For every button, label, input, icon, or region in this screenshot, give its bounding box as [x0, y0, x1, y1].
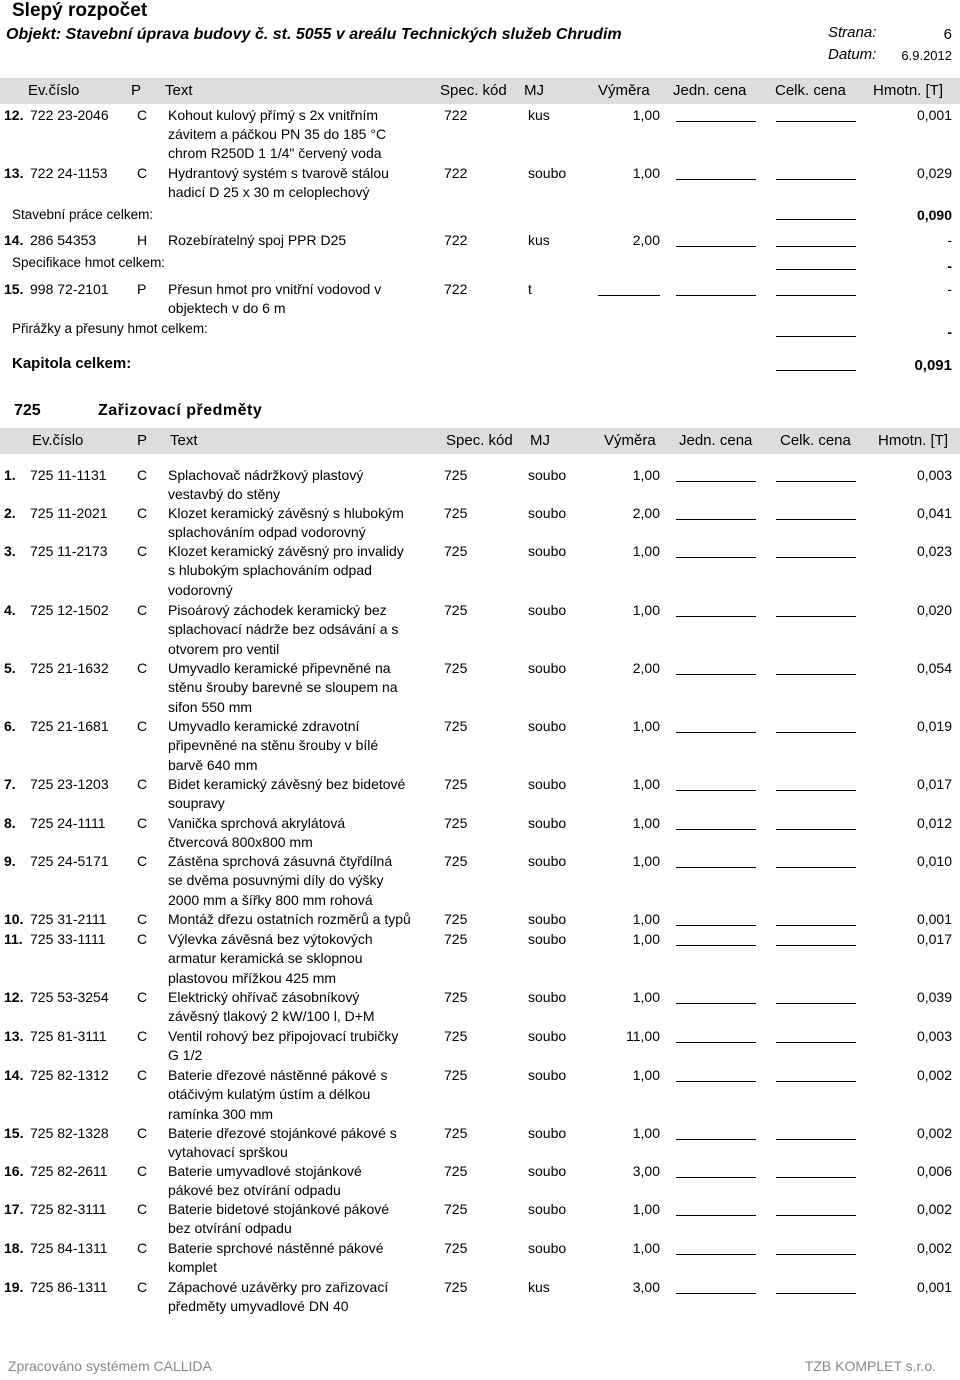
item-spec: 725	[444, 467, 468, 483]
item-type: C	[137, 543, 148, 559]
item-type: C	[137, 107, 148, 123]
item-spec: 725	[444, 911, 468, 927]
item-type: C	[137, 718, 148, 734]
total-price-blank-line	[776, 1293, 856, 1294]
item-quantity: 1,00	[632, 776, 660, 792]
item-weight: 0,017	[916, 776, 952, 792]
item-unit: soubo	[528, 1201, 567, 1217]
item-spec: 725	[444, 1163, 468, 1179]
item-code: 725 11-2173	[30, 543, 108, 559]
header-vymera: Výměra	[604, 432, 656, 449]
item-quantity: 1,00	[632, 543, 660, 559]
item-number: 1.	[4, 467, 16, 483]
item-spec: 725	[444, 815, 468, 831]
subtotal-line	[776, 219, 856, 220]
item-unit: soubo	[528, 853, 567, 869]
subtotal-spec-value: -	[947, 258, 952, 274]
unit-price-blank-line	[676, 179, 756, 180]
item-code: 725 21-1632	[30, 660, 109, 676]
item-text: Klozet keramický závěsný s hlubokým splachováním odpad vodorovný	[168, 505, 404, 541]
total-price-blank-line	[776, 925, 856, 926]
unit-price-blank-line	[676, 1254, 756, 1255]
total-price-blank-line	[776, 945, 856, 946]
item-number: 12.	[4, 989, 24, 1005]
item-number: 10.	[4, 911, 24, 927]
subtotal-spec-label: Specifikace hmot celkem:	[12, 255, 166, 270]
item-weight: 0,039	[916, 989, 952, 1005]
item-type: C	[137, 911, 148, 927]
total-price-blank-line	[776, 1042, 856, 1043]
item-spec: 722	[444, 232, 468, 248]
item-code: 998 72-2101	[30, 281, 109, 297]
item-type: C	[137, 815, 148, 831]
item-spec: 725	[444, 1201, 468, 1217]
item-code: 725 84-1311	[30, 1240, 108, 1256]
quantity-blank-line	[598, 295, 660, 296]
header-vymera: Výměra	[598, 82, 650, 99]
unit-price-blank-line	[676, 616, 756, 617]
item-quantity: 1,00	[632, 718, 660, 734]
subtotal-stavebni-value: 0,090	[916, 207, 952, 223]
item-text: Umyvadlo keramické připevněné na stěnu šrouby barevné se sloupem na sifon 550 mm	[168, 660, 398, 715]
unit-price-blank-line	[676, 557, 756, 558]
total-price-blank-line	[776, 246, 856, 247]
item-spec: 722	[444, 281, 468, 297]
unit-price-blank-line	[676, 1177, 756, 1178]
header-hmotn: Hmotn. [T]	[873, 82, 944, 99]
item-unit: soubo	[528, 911, 567, 927]
item-code: 725 31-2111	[30, 911, 107, 927]
item-type: C	[137, 1240, 148, 1256]
item-weight: 0,023	[916, 543, 952, 559]
total-price-blank-line	[776, 674, 856, 675]
item-text: Splachovač nádržkový plastový vestavbý do stěny	[168, 467, 364, 503]
item-number: 13.	[4, 165, 24, 181]
item-number: 2.	[4, 505, 16, 521]
datum-value: 6.9.2012	[901, 48, 952, 63]
item-text: Klozet keramický závěsný pro invalidy s hlubokým splachováním odpad vodorovný	[168, 543, 404, 598]
total-price-blank-line	[776, 829, 856, 830]
total-price-blank-line	[776, 121, 856, 122]
item-quantity: 1,00	[632, 1240, 660, 1256]
total-price-blank-line	[776, 1139, 856, 1140]
item-code: 725 11-2021	[30, 505, 108, 521]
item-quantity: 1,00	[632, 1125, 660, 1141]
item-type: C	[137, 931, 148, 947]
strana-label: Strana:	[828, 24, 877, 41]
item-weight: 0,003	[916, 1028, 952, 1044]
table-header	[0, 78, 960, 104]
total-price-blank-line	[776, 295, 856, 296]
item-spec: 725	[444, 505, 468, 521]
item-text: Baterie sprchové nástěnné pákové komplet	[168, 1240, 384, 1276]
total-price-blank-line	[776, 1215, 856, 1216]
item-quantity: 2,00	[632, 232, 660, 248]
item-number: 13.	[4, 1028, 24, 1044]
subtotal-prirazky-label: Přirážky a přesuny hmot celkem:	[12, 321, 208, 336]
header-text: Text	[165, 82, 193, 99]
item-unit: soubo	[528, 1067, 567, 1083]
item-spec: 722	[444, 165, 468, 181]
header-mj: MJ	[524, 82, 544, 99]
item-number: 14.	[4, 1067, 24, 1083]
total-price-blank-line	[776, 557, 856, 558]
page-title: Slepý rozpočet	[12, 0, 148, 21]
unit-price-blank-line	[676, 481, 756, 482]
item-text: Pisoárový záchodek keramický bez splachovací nádrže bez odsávání a s otvorem pro ventil	[168, 602, 399, 657]
item-unit: soubo	[528, 989, 567, 1005]
item-spec: 725	[444, 1067, 468, 1083]
item-type: C	[137, 1201, 148, 1217]
unit-price-blank-line	[676, 790, 756, 791]
item-spec: 725	[444, 1279, 468, 1295]
item-code: 725 11-1131	[30, 467, 107, 483]
item-type: C	[137, 1028, 148, 1044]
item-weight: 0,001	[916, 911, 952, 927]
strana-value: 6	[943, 26, 952, 43]
subtotal-prirazky-value: -	[947, 324, 952, 340]
item-spec: 725	[444, 1125, 468, 1141]
item-quantity: 1,00	[632, 815, 660, 831]
header-celk: Celk. cena	[775, 82, 846, 99]
item-code: 725 21-1681	[30, 718, 109, 734]
unit-price-blank-line	[676, 246, 756, 247]
item-text: Baterie dřezové stojánkové pákové s vytahovací sprškou	[168, 1125, 397, 1161]
item-code: 725 12-1502	[30, 602, 109, 618]
item-quantity: 3,00	[632, 1163, 660, 1179]
item-number: 5.	[4, 660, 16, 676]
item-type: C	[137, 660, 148, 676]
item-type: C	[137, 467, 148, 483]
header-spec: Spec. kód	[440, 82, 507, 99]
item-weight: 0,002	[916, 1125, 952, 1141]
item-number: 4.	[4, 602, 16, 618]
unit-price-blank-line	[676, 519, 756, 520]
item-type: C	[137, 853, 148, 869]
header-jedn: Jedn. cena	[679, 432, 753, 449]
item-unit: kus	[528, 1279, 550, 1295]
item-unit: soubo	[528, 543, 567, 559]
item-number: 16.	[4, 1163, 24, 1179]
datum-label: Datum:	[828, 46, 877, 63]
item-type: C	[137, 505, 148, 521]
item-unit: soubo	[528, 660, 567, 676]
item-weight: 0,002	[916, 1201, 952, 1217]
item-text: Přesun hmot pro vnitřní vodovod v objektech v do 6 m	[168, 281, 382, 316]
unit-price-blank-line	[676, 1215, 756, 1216]
table-header-2	[0, 428, 960, 454]
item-quantity: 1,00	[632, 989, 660, 1005]
item-text: Baterie umyvadlové stojánkové pákové bez otvírání odpadu	[168, 1163, 362, 1199]
item-weight: 0,017	[916, 931, 952, 947]
header-celk: Celk. cena	[780, 432, 851, 449]
item-type: C	[137, 1067, 148, 1083]
header-spec: Spec. kód	[446, 432, 513, 449]
header-mj: MJ	[530, 432, 550, 449]
item-weight: 0,002	[916, 1240, 952, 1256]
item-quantity: 1,00	[632, 107, 660, 123]
item-weight: 0,054	[916, 660, 952, 676]
item-spec: 725	[444, 660, 468, 676]
item-spec: 725	[444, 853, 468, 869]
item-number: 15.	[4, 1125, 24, 1141]
subtotal-stavebni-label: Stavební práce celkem:	[12, 207, 154, 222]
item-code: 725 82-1328	[30, 1125, 109, 1141]
item-code: 725 23-1203	[30, 776, 109, 792]
item-quantity: 1,00	[632, 467, 660, 483]
item-unit: soubo	[528, 467, 567, 483]
item-quantity: 3,00	[632, 1279, 660, 1295]
item-quantity: 1,00	[632, 1201, 660, 1217]
unit-price-blank-line	[676, 121, 756, 122]
item-text: Hydrantový systém s tvarově stálou hadicí D 25 x 30 m celoplechový	[168, 165, 389, 200]
item-quantity: 1,00	[632, 165, 660, 181]
item-spec: 725	[444, 989, 468, 1005]
item-text: Baterie bidetové stojánkové pákové bez otvírání odpadu	[168, 1201, 390, 1237]
total-price-blank-line	[776, 481, 856, 482]
item-number: 8.	[4, 815, 16, 831]
subtotal-line	[776, 269, 856, 270]
item-number: 17.	[4, 1201, 24, 1217]
item-number: 3.	[4, 543, 16, 559]
item-text: Montáž dřezu ostatních rozměrů a typů	[168, 911, 411, 927]
item-code: 725 33-1111	[30, 931, 106, 947]
item-weight: 0,029	[916, 165, 952, 181]
item-spec: 725	[444, 931, 468, 947]
item-text: Zápachové uzávěrky pro zařizovací předměty umyvadlové DN 40	[168, 1279, 389, 1315]
item-weight: 0,003	[916, 467, 952, 483]
item-text: Baterie dřezové nástěnné pákové s otáčivým kulatým ústím a délkou ramínka 300 mm	[168, 1067, 388, 1122]
item-quantity: 2,00	[632, 660, 660, 676]
item-quantity: 1,00	[632, 602, 660, 618]
item-code: 286 54353	[30, 232, 97, 248]
footer-left: Zpracováno systémem CALLIDA	[8, 1358, 212, 1374]
unit-price-blank-line	[676, 732, 756, 733]
header-p: P	[131, 82, 142, 99]
unit-price-blank-line	[676, 925, 756, 926]
item-weight: 0,020	[916, 602, 952, 618]
unit-price-blank-line	[676, 1081, 756, 1082]
item-number: 7.	[4, 776, 16, 792]
item-unit: kus	[528, 232, 550, 248]
kapitola-line	[776, 370, 856, 371]
item-weight: -	[947, 232, 952, 248]
header-hmotn: Hmotn. [T]	[878, 432, 949, 449]
total-price-blank-line	[776, 732, 856, 733]
item-unit: soubo	[528, 931, 567, 947]
total-price-blank-line	[776, 1177, 856, 1178]
item-weight: -	[947, 281, 952, 297]
unit-price-blank-line	[676, 295, 756, 296]
item-weight: 0,019	[916, 718, 952, 734]
item-spec: 722	[444, 107, 468, 123]
item-code: 722 24-1153	[30, 165, 108, 181]
item-text: Kohout kulový přímý s 2x vnitřním závitem a páčkou PN 35 do 185 °C chrom R250D 1 1/4" červený voda	[168, 107, 387, 161]
item-type: C	[137, 776, 148, 792]
item-number: 12.	[4, 107, 24, 123]
item-unit: soubo	[528, 165, 567, 181]
footer-right: TZB KOMPLET s.r.o.	[804, 1358, 936, 1374]
item-text: Ventil rohový bez připojovací trubičky G 1/2	[168, 1028, 399, 1064]
item-quantity: 1,00	[632, 1067, 660, 1083]
total-price-blank-line	[776, 1003, 856, 1004]
item-code: 725 81-3111	[30, 1028, 107, 1044]
item-type: H	[137, 232, 148, 248]
item-text: Výlevka závěsná bez výtokových armatur keramická se sklopnou plastovou mřížkou 425 mm	[168, 931, 373, 986]
item-unit: soubo	[528, 1028, 567, 1044]
item-code: 725 24-1111	[30, 815, 106, 831]
item-unit: soubo	[528, 505, 567, 521]
item-code: 725 82-3111	[30, 1201, 107, 1217]
item-quantity: 1,00	[632, 853, 660, 869]
item-unit: soubo	[528, 1163, 567, 1179]
item-weight: 0,010	[916, 853, 952, 869]
item-type: P	[137, 281, 147, 297]
item-code: 725 82-2611	[30, 1163, 108, 1179]
kapitola-label: Kapitola celkem:	[12, 355, 132, 372]
header-jedn: Jedn. cena	[673, 82, 747, 99]
item-text: Vanička sprchová akrylátová čtvercová 800x800 mm	[168, 815, 346, 851]
total-price-blank-line	[776, 1254, 856, 1255]
item-number: 6.	[4, 718, 16, 734]
total-price-blank-line	[776, 616, 856, 617]
item-code: 725 24-5171	[30, 853, 109, 869]
item-text: Bidet keramický závěsný bez bidetové soupravy	[168, 776, 406, 812]
unit-price-blank-line	[676, 867, 756, 868]
section-name: Zařizovací předměty	[98, 402, 263, 419]
item-text: Zástěna sprchová zásuvná čtyřdílná se dvěma posuvnými díly do výšky 2000 mm a šířky 800 mm rohová	[168, 853, 393, 908]
item-type: C	[137, 602, 148, 618]
item-code: 722 23-2046	[30, 107, 109, 123]
item-number: 14.	[4, 232, 24, 248]
item-text: Umyvadlo keramické zdravotní připevněné na stěnu šrouby v bílé barvě 640 mm	[168, 718, 379, 773]
item-type: C	[137, 165, 148, 181]
item-unit: t	[528, 281, 532, 297]
item-code: 725 53-3254	[30, 989, 109, 1005]
kapitola-value: 0,091	[914, 357, 952, 374]
item-unit: soubo	[528, 1125, 567, 1141]
subtotal-line	[776, 336, 856, 337]
total-price-blank-line	[776, 519, 856, 520]
item-code: 725 86-1311	[30, 1279, 108, 1295]
total-price-blank-line	[776, 1081, 856, 1082]
item-spec: 725	[444, 776, 468, 792]
unit-price-blank-line	[676, 829, 756, 830]
header-evcislo: Ev.číslo	[32, 432, 84, 449]
item-code: 725 82-1312	[30, 1067, 109, 1083]
item-quantity: 1,00	[632, 931, 660, 947]
item-number: 11.	[4, 931, 23, 947]
item-type: C	[137, 1125, 148, 1141]
unit-price-blank-line	[676, 1139, 756, 1140]
header-evcislo: Ev.číslo	[28, 82, 80, 99]
item-spec: 725	[444, 718, 468, 734]
item-unit: soubo	[528, 718, 567, 734]
unit-price-blank-line	[676, 1042, 756, 1043]
total-price-blank-line	[776, 867, 856, 868]
header-text: Text	[170, 432, 198, 449]
item-type: C	[137, 1163, 148, 1179]
item-unit: soubo	[528, 602, 567, 618]
header-p: P	[137, 432, 148, 449]
item-weight: 0,041	[916, 505, 952, 521]
object-title: Objekt: Stavební úprava budovy č. st. 5055 v areálu Technických služeb Chrudim	[6, 26, 622, 43]
total-price-blank-line	[776, 179, 856, 180]
item-weight: 0,001	[916, 1279, 952, 1295]
unit-price-blank-line	[676, 1293, 756, 1294]
item-type: C	[137, 989, 148, 1005]
item-spec: 725	[444, 1028, 468, 1044]
item-quantity: 1,00	[632, 911, 660, 927]
item-type: C	[137, 1279, 148, 1295]
item-unit: kus	[528, 107, 550, 123]
total-price-blank-line	[776, 790, 856, 791]
item-text: Rozebíratelný spoj PPR D25	[168, 232, 347, 248]
item-spec: 725	[444, 1240, 468, 1256]
item-spec: 725	[444, 602, 468, 618]
unit-price-blank-line	[676, 1003, 756, 1004]
item-text: Elektrický ohřívač zásobníkový závěsný tlakový 2 kW/100 l, D+M	[168, 989, 375, 1025]
item-quantity: 11,00	[626, 1028, 660, 1044]
item-unit: soubo	[528, 815, 567, 831]
item-number: 18.	[4, 1240, 24, 1256]
item-weight: 0,002	[916, 1067, 952, 1083]
item-number: 19.	[4, 1279, 24, 1295]
item-number: 9.	[4, 853, 16, 869]
unit-price-blank-line	[676, 945, 756, 946]
section-code: 725	[14, 402, 41, 419]
unit-price-blank-line	[676, 674, 756, 675]
item-quantity: 2,00	[632, 505, 660, 521]
item-spec: 725	[444, 543, 468, 559]
item-weight: 0,006	[916, 1163, 952, 1179]
item-unit: soubo	[528, 1240, 567, 1256]
item-weight: 0,012	[916, 815, 952, 831]
item-number: 15.	[4, 281, 24, 297]
item-unit: soubo	[528, 776, 567, 792]
item-weight: 0,001	[916, 107, 952, 123]
